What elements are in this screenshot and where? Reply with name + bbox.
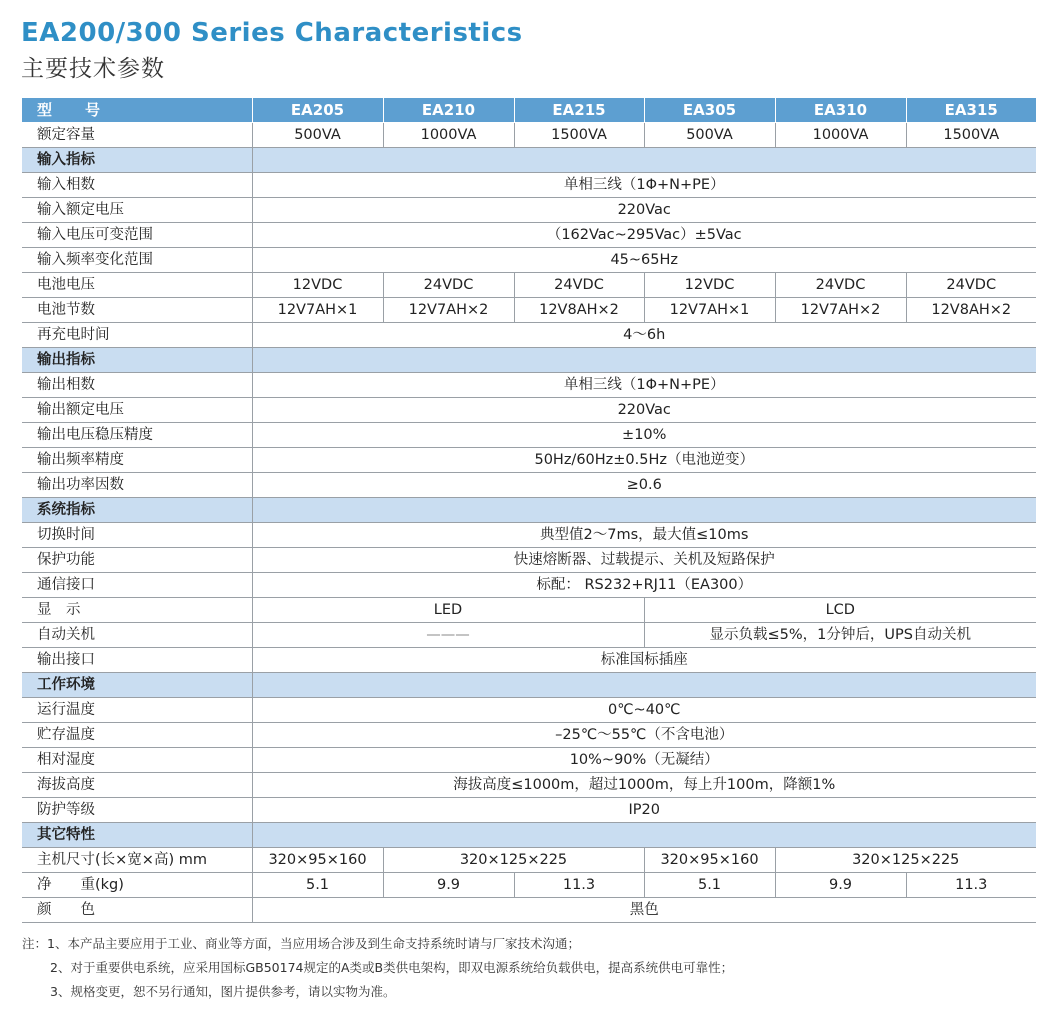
row-label: 额定容量 xyxy=(22,123,252,148)
cell-value: 单相三线（1Φ+N+PE） xyxy=(252,373,1036,398)
cell-value: 320×125×225 xyxy=(775,848,1036,873)
cell-value: IP20 xyxy=(252,798,1036,823)
cell-value: 12V7AH×2 xyxy=(383,298,514,323)
cell-value: 320×125×225 xyxy=(383,848,644,873)
cell-value: 12VDC xyxy=(252,273,383,298)
table-row xyxy=(22,323,1036,348)
cell-value: 标准国标插座 xyxy=(252,648,1036,673)
table-row xyxy=(22,248,1036,273)
row-label: 输出电压稳压精度 xyxy=(22,423,252,448)
cell-value: 11.3 xyxy=(514,873,644,898)
row-label: 贮存温度 xyxy=(22,723,252,748)
table-row xyxy=(22,448,1036,473)
cell-value: 1000VA xyxy=(775,123,906,148)
section-header-row xyxy=(22,823,1036,848)
footnotes xyxy=(22,932,733,1004)
cell-value: 320×95×160 xyxy=(644,848,775,873)
cell-value: 0℃~40℃ xyxy=(252,698,1036,723)
header-model-ea310: EA310 xyxy=(775,98,906,123)
cell-value: 50Hz/60Hz±0.5Hz（电池逆变） xyxy=(252,448,1036,473)
row-label: 保护功能 xyxy=(22,548,252,573)
table-row xyxy=(22,373,1036,398)
cell-value: 显示负载≤5%，1分钟后，UPS自动关机 xyxy=(644,623,1036,648)
header-model-label: 型 号 xyxy=(22,98,252,123)
cell-value: 12V8AH×2 xyxy=(906,298,1036,323)
table-row xyxy=(22,123,1036,148)
cell-value: （162Vac~295Vac）±5Vac xyxy=(252,223,1036,248)
row-label: 运行温度 xyxy=(22,698,252,723)
header-model-ea215: EA215 xyxy=(514,98,644,123)
section-title: 系统指标 xyxy=(22,498,252,523)
row-label: 输入相数 xyxy=(22,173,252,198)
cell-value: 220Vac xyxy=(252,398,1036,423)
section-title: 其它特性 xyxy=(22,823,252,848)
cell-value: LED xyxy=(252,598,644,623)
table-row xyxy=(22,698,1036,723)
cell-value: 5.1 xyxy=(252,873,383,898)
cell-value: 11.3 xyxy=(906,873,1036,898)
cell-value: 24VDC xyxy=(775,273,906,298)
section-header-row xyxy=(22,148,1036,173)
cell-value: –25℃～55℃（不含电池） xyxy=(252,723,1036,748)
cell-value: 500VA xyxy=(644,123,775,148)
cell-value: ±10% xyxy=(252,423,1036,448)
table-row xyxy=(22,573,1036,598)
cell-value: 1000VA xyxy=(383,123,514,148)
cell-value: 12V7AH×1 xyxy=(252,298,383,323)
cell-value: 12V7AH×2 xyxy=(775,298,906,323)
table-row xyxy=(22,798,1036,823)
row-label: 电池节数 xyxy=(22,298,252,323)
row-label: 自动关机 xyxy=(22,623,252,648)
row-label: 输出额定电压 xyxy=(22,398,252,423)
cell-value: ≥0.6 xyxy=(252,473,1036,498)
cell-value: 标配： RS232+RJ11（EA300） xyxy=(252,573,1036,598)
cell-value: 12VDC xyxy=(644,273,775,298)
cell-value: 1500VA xyxy=(906,123,1036,148)
header-model-ea210: EA210 xyxy=(383,98,514,123)
row-label: 切换时间 xyxy=(22,523,252,548)
row-label: 输入电压可变范围 xyxy=(22,223,252,248)
table-row xyxy=(22,898,1036,923)
cell-value: 24VDC xyxy=(514,273,644,298)
table-row xyxy=(22,648,1036,673)
table-header-row xyxy=(22,98,1036,123)
cell-value: 典型值2～7ms，最大值≤10ms xyxy=(252,523,1036,548)
cell-value: 5.1 xyxy=(644,873,775,898)
table-row xyxy=(22,623,1036,648)
row-label: 净 重(kg) xyxy=(22,873,252,898)
cell-value: 24VDC xyxy=(383,273,514,298)
footnote-2: 2、对于重要供电系统，应采用国标GB50174规定的A类或B类供电架构，即双电源系统给负载供电，提高系统供电可靠性； xyxy=(50,960,734,975)
row-label: 输出功率因数 xyxy=(22,473,252,498)
row-label: 颜 色 xyxy=(22,898,252,923)
cell-value: 10%~90%（无凝结） xyxy=(252,748,1036,773)
row-label: 海拔高度 xyxy=(22,773,252,798)
row-label: 输出相数 xyxy=(22,373,252,398)
cell-value: 单相三线（1Φ+N+PE） xyxy=(252,173,1036,198)
table-row xyxy=(22,523,1036,548)
row-label: 相对湿度 xyxy=(22,748,252,773)
row-label: 电池电压 xyxy=(22,273,252,298)
table-row xyxy=(22,273,1036,298)
cell-value: 12V8AH×2 xyxy=(514,298,644,323)
row-label: 输出接口 xyxy=(22,648,252,673)
cell-value: 4～6h xyxy=(252,323,1036,348)
cell-value: LCD xyxy=(644,598,1036,623)
section-title: 工作环境 xyxy=(22,673,252,698)
cell-value: ——— xyxy=(252,623,644,648)
header-model-ea315: EA315 xyxy=(906,98,1036,123)
cell-value: 220Vac xyxy=(252,198,1036,223)
row-label: 防护等级 xyxy=(22,798,252,823)
cell-value: 12V7AH×1 xyxy=(644,298,775,323)
section-title: 输出指标 xyxy=(22,348,252,373)
cell-value: 500VA xyxy=(252,123,383,148)
row-label: 再充电时间 xyxy=(22,323,252,348)
footnote-1: 注：1、本产品主要应用于工业、商业等方面，当应用场合涉及到生命支持系统时请与厂家技术沟通； xyxy=(22,936,580,951)
cell-value: 24VDC xyxy=(906,273,1036,298)
cell-value: 9.9 xyxy=(775,873,906,898)
section-title: 输入指标 xyxy=(22,148,252,173)
cell-value: 黑色 xyxy=(252,898,1036,923)
section-header-row xyxy=(22,498,1036,523)
header-model-ea205: EA205 xyxy=(252,98,383,123)
spec-table xyxy=(22,98,1036,923)
cell-value: 45~65Hz xyxy=(252,248,1036,273)
table-row xyxy=(22,723,1036,748)
header-model-ea305: EA305 xyxy=(644,98,775,123)
table-row xyxy=(22,873,1036,898)
cell-value: 9.9 xyxy=(383,873,514,898)
row-label: 主机尺寸(长×宽×高) mm xyxy=(22,848,252,873)
page-title-english: EA200/300 Series Characteristics xyxy=(21,18,523,48)
table-row xyxy=(22,223,1036,248)
table-row xyxy=(22,173,1036,198)
table-row xyxy=(22,848,1036,873)
row-label: 输入频率变化范围 xyxy=(22,248,252,273)
cell-value: 快速熔断器、过载提示、关机及短路保护 xyxy=(252,548,1036,573)
page-title-chinese: 主要技术参数 xyxy=(21,56,165,82)
table-row xyxy=(22,298,1036,323)
section-header-row xyxy=(22,348,1036,373)
cell-value: 1500VA xyxy=(514,123,644,148)
table-row xyxy=(22,773,1036,798)
footnote-3: 3、规格变更，恕不另行通知，图片提供参考，请以实物为准。 xyxy=(50,984,396,999)
table-row xyxy=(22,198,1036,223)
section-header-row xyxy=(22,673,1036,698)
cell-value: 320×95×160 xyxy=(252,848,383,873)
table-row xyxy=(22,473,1036,498)
table-row xyxy=(22,748,1036,773)
table-row xyxy=(22,548,1036,573)
table-row xyxy=(22,423,1036,448)
row-label: 输出频率精度 xyxy=(22,448,252,473)
row-label: 通信接口 xyxy=(22,573,252,598)
table-row xyxy=(22,398,1036,423)
cell-value: 海拔高度≤1000m，超过1000m，每上升100m，降额1% xyxy=(252,773,1036,798)
table-row xyxy=(22,598,1036,623)
row-label: 输入额定电压 xyxy=(22,198,252,223)
row-label: 显 示 xyxy=(22,598,252,623)
